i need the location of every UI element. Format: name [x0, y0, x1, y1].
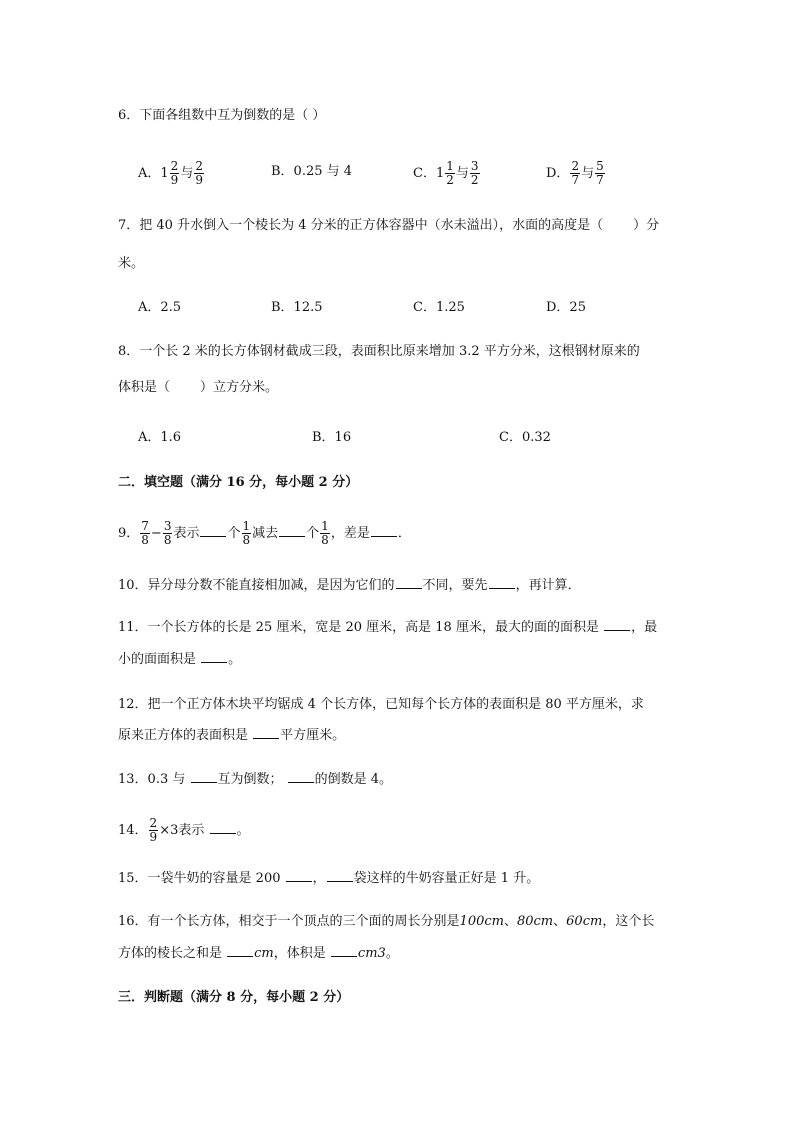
- q7-stem: 7．把 40 升水倒入一个棱长为 4 分米的正方体容器中（水未溢出），水面的高度是（ ）分: [118, 218, 660, 233]
- q11-cont: 小的面面积是 。: [118, 652, 242, 667]
- q8-stem: 8．一个长 2 米的长方体钢材截成三段，表面积比原来增加 3.2 平方分米，这根钢材原来的: [118, 344, 640, 359]
- fraction: $\frac{1}{8}$: [321, 519, 329, 547]
- answer-blank[interactable]: [604, 618, 630, 631]
- answer-blank[interactable]: [253, 726, 279, 739]
- answer-blank[interactable]: [396, 576, 422, 589]
- q12-cont: 原来正方体的表面积是 平方厘米。: [118, 728, 346, 743]
- fraction: $\frac{5}{7}$: [596, 159, 604, 187]
- q8-option-b[interactable]: B．16: [312, 430, 352, 445]
- answer-blank[interactable]: [331, 944, 357, 957]
- q7-stem-cont: 米。: [118, 256, 145, 271]
- q11: 11．一个长方体的长是 25 厘米，宽是 20 厘米，高是 18 厘米，最大的面的面积是 ，最: [118, 620, 658, 635]
- fraction: $\frac{7}{8}$: [141, 519, 149, 547]
- fraction: $\frac{3}{2}$: [470, 159, 479, 187]
- answer-blank[interactable]: [201, 650, 227, 663]
- answer-blank[interactable]: [327, 869, 353, 882]
- fraction: $\frac{2}{9}$: [149, 816, 158, 844]
- q14: 14． $\frac{2}{9}$ ×3表示 。: [118, 816, 250, 844]
- q7-option-a[interactable]: A．2.5: [138, 300, 182, 315]
- q6-option-a[interactable]: A．1 $\frac{2}{9}$ 与 $\frac{2}{9}$: [138, 159, 203, 187]
- q6-stem: 6．下面各组数中互为倒数的是（ ）: [118, 108, 326, 123]
- fraction: $\frac{2}{7}$: [571, 159, 580, 187]
- answer-blank[interactable]: [210, 821, 236, 834]
- fraction: $\frac{1}{2}$: [446, 159, 454, 187]
- q6-option-d[interactable]: D． $\frac{2}{7}$ 与 $\frac{5}{7}$: [546, 159, 604, 187]
- section-heading-fill-blank: 二．填空题（满分 16 分，每小题 2 分）: [118, 475, 359, 490]
- q8-option-a[interactable]: A．1.6: [138, 430, 182, 445]
- answer-blank[interactable]: [288, 770, 314, 783]
- q10: 10．异分母分数不能直接相加减，是因为它们的 不同，要先 ，再计算．: [118, 578, 581, 593]
- q13: 13．0.3 与 互为倒数； 的倒数是 4。: [118, 772, 393, 787]
- q6-option-b[interactable]: B．0.25 与 4: [271, 164, 353, 179]
- q8-stem-cont: 体积是（ ）立方分米。: [118, 380, 279, 395]
- q8-option-c[interactable]: C．0.32: [499, 430, 551, 445]
- q7-option-d[interactable]: D．25: [546, 300, 586, 315]
- answer-blank[interactable]: [371, 524, 397, 537]
- q6-option-c[interactable]: C．1 $\frac{1}{2}$ 与 $\frac{3}{2}$: [413, 159, 479, 187]
- fraction: $\frac{3}{8}$: [163, 519, 172, 547]
- answer-blank[interactable]: [191, 770, 217, 783]
- q7-option-c[interactable]: C．1.25: [413, 300, 465, 315]
- q7-option-b[interactable]: B．12.5: [271, 300, 323, 315]
- answer-blank[interactable]: [200, 524, 226, 537]
- fraction: $\frac{2}{9}$: [195, 159, 203, 187]
- q9: 9． $\frac{7}{8}$ − $\frac{3}{8}$ 表示 个 $\frac{1}{8}$ 减去 个 $\frac{1}{8}$ ，差是 ．: [118, 519, 411, 547]
- q15: 15．一袋牛奶的容量是 200 ， 袋这样的牛奶容量正好是 1 升。: [118, 871, 540, 886]
- fraction: $\frac{1}{8}$: [242, 519, 251, 547]
- q16: 16．有一个长方体，相交于一个顶点的三个面的周长分别是100cm、80cm、60cm，这个长: [118, 914, 655, 929]
- fraction: $\frac{2}{9}$: [170, 159, 179, 187]
- answer-blank[interactable]: [286, 869, 312, 882]
- q12: 12．把一个正方体木块平均锯成 4 个长方体，已知每个长方体的表面积是 80 平方厘米，求: [118, 697, 644, 712]
- q16-cont: 方体的棱长之和是 cm，体积是 cm3。: [118, 946, 399, 961]
- answer-blank[interactable]: [227, 944, 253, 957]
- answer-blank[interactable]: [279, 524, 305, 537]
- answer-blank[interactable]: [489, 576, 515, 589]
- section-heading-true-false: 三．判断题（满分 8 分，每小题 2 分）: [118, 990, 350, 1005]
